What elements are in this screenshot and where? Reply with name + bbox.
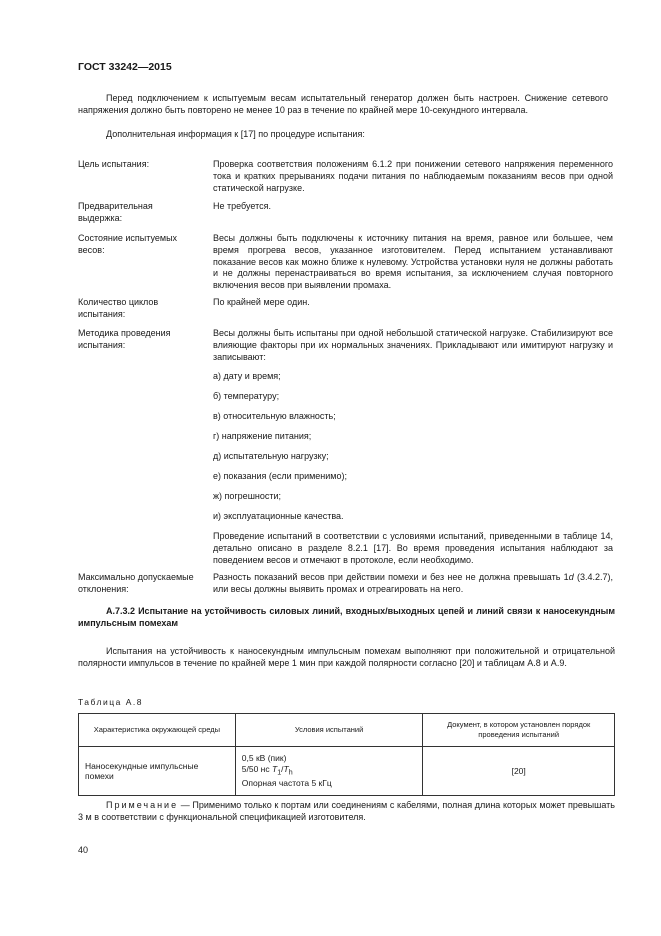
method-item: г) напряжение питания; xyxy=(213,431,312,441)
table-caption: Таблица А.8 xyxy=(78,697,143,707)
method-item: в) относительную влажность; xyxy=(213,411,336,421)
section-heading: А.7.3.2 Испытание на устойчивость силовых линий, входных/выходных цепей и линий связи к наносекундным импульсным помехам xyxy=(78,606,615,628)
field-value-eut-condition: Весы должны быть подключены к источнику питания на время, равное или большее, чем время прогрева весов, указанное изготовителем. Перед испытанием устанавливают показание весов как можно ближе к нулевому. Устройства установки нуля не должны работать и не должны перенастраиваться во время испытания, за исключением случая повторного включения весов при выявлении промаха. xyxy=(213,233,613,291)
condition-slash: / xyxy=(281,763,284,774)
field-value-cycles: По крайней мере один. xyxy=(213,297,310,307)
method-item: и) эксплуатационные качества. xyxy=(213,511,344,521)
field-label-method: Методика проведения испытания: xyxy=(78,328,171,350)
field-label-max-deviation: Максимально допускаемые отклонения: xyxy=(78,572,194,594)
table-cell-conditions xyxy=(235,747,423,796)
conditions-table xyxy=(78,713,615,796)
method-item: б) температуру; xyxy=(213,391,280,401)
condition-subscript: 1 xyxy=(277,768,282,777)
table-header-cell: Условия испытаний xyxy=(235,714,423,747)
condition-subscript: h xyxy=(288,768,293,777)
field-value-max-deviation xyxy=(213,572,613,596)
method-item: д) испытательную нагрузку; xyxy=(213,451,329,461)
method-item: ж) погрешности; xyxy=(213,491,282,501)
condition-line: 0,5 кВ (пик) xyxy=(241,753,287,764)
document-header: ГОСТ 33242—2015 xyxy=(78,61,172,73)
condition-symbol: T xyxy=(271,763,278,774)
field-label-eut-condition: Состояние испытуемых весов: xyxy=(78,233,178,255)
note-label: Примечание xyxy=(106,800,179,810)
table-header-cell: Характеристика окружающей среды xyxy=(79,714,236,747)
section-paragraph: Испытания на устойчивость к наносекундным импульсным помехам выполняют при положительной и отрицательной полярности импульсов в течение по крайней мере 1 мин при каждой полярности согласно [20] и таблицам А.8 и А.9. xyxy=(78,646,615,668)
table-header-row xyxy=(79,714,615,747)
condition-symbol: T xyxy=(283,763,289,774)
note-text: — Применимо только к портам или соединениям с кабелями, полная длина которых может превышать 3 м в соответствии с функциональной спецификацией изготовителя. xyxy=(78,800,615,822)
condition-line: Опорная частота 5 кГц xyxy=(241,778,332,789)
field-value-preconditioning: Не требуется. xyxy=(213,201,271,211)
max-deviation-text-b: (3.4.2.7), или весы должны выявить промах и отреагировать на него. xyxy=(213,572,613,594)
max-deviation-text-a: Разность показаний весов при действии помехи и без нее не должна превышать 1 xyxy=(213,572,569,582)
table-row xyxy=(79,747,615,796)
intro-paragraph-2: Дополнительная информация к [17] по процедуре испытания: xyxy=(106,129,365,139)
table-note xyxy=(78,800,615,824)
condition-text: 5/50 нс xyxy=(241,763,272,774)
field-value-method: Весы должны быть испытаны при одной небольшой статической нагрузке. Стабилизируют все влияющие факторы при их нормальных значениях. Прикладывают или имитируют нагрузку и записывают: xyxy=(213,328,613,362)
condition-line xyxy=(242,764,417,778)
table-header-cell: Документ, в котором установлен порядок проведения испытаний xyxy=(423,714,615,747)
method-item: е) показания (если применимо); xyxy=(213,471,347,481)
field-label-preconditioning: Предварительная выдержка: xyxy=(78,201,153,223)
field-value-purpose: Проверка соответствия положениям 6.1.2 при понижении сетевого напряжения переменного тока и кратких прерываниях подачи питания по наблюдаемым показаниям весов при одной статической нагрузке. xyxy=(213,159,613,193)
method-item: а) дату и время; xyxy=(213,371,281,381)
page-number: 40 xyxy=(78,845,89,855)
max-deviation-d: d xyxy=(568,572,574,582)
intro-paragraph: Перед подключением к испытуемым весам испытательный генератор должен быть настроен. Снижение сетевого напряжения должно быть повторено не менее 10 раз в течение по крайней мере 10-секундного интервала. xyxy=(78,93,608,115)
method-conclusion: Проведение испытаний в соответствии с условиями испытаний, приведенными в таблице 14, детально описано в разделе 8.2.1 [17]. Во время проведения испытания наблюдают за поведением весов и отмечают в протоколе, если необходимо. xyxy=(213,531,613,565)
table-cell-environment: Наносекундные импульсные помехи xyxy=(79,747,236,796)
field-label-cycles: Количество циклов испытания: xyxy=(78,297,159,319)
field-label-purpose: Цель испытания: xyxy=(78,159,150,169)
table-cell-document: [20] xyxy=(423,747,615,796)
